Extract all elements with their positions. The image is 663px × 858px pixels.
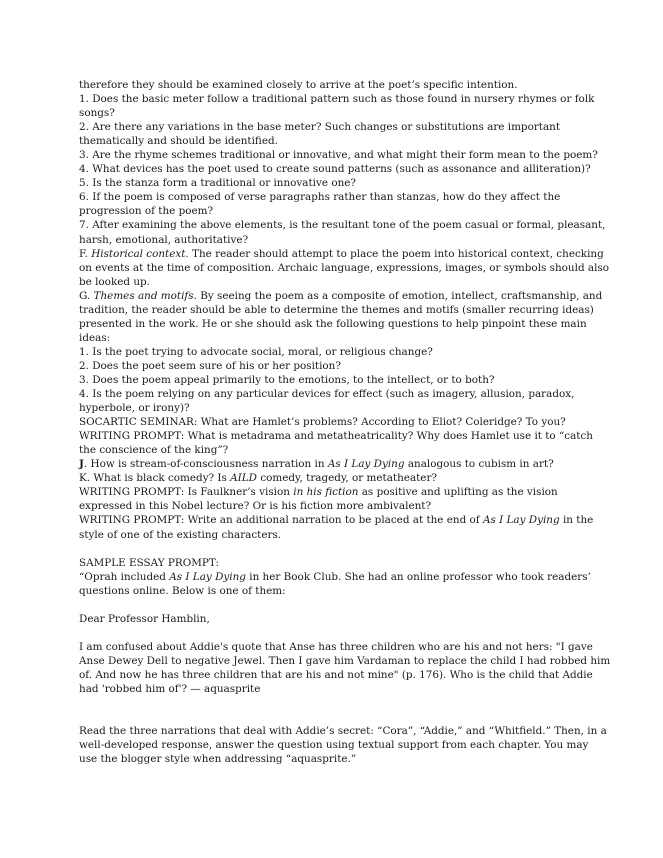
section-f-text: . The reader should attempt to place the poem into historical context, checking bbox=[185, 247, 604, 260]
text-line: tradition, the reader should be able to determine the themes and motifs (smaller recurring ideas) bbox=[79, 303, 594, 316]
writing-prompt: WRITING PROMPT: What is metadrama and metatheatricality? Why does Hamlet use it to “catch bbox=[79, 430, 593, 443]
book-abbrev: AILD bbox=[230, 472, 258, 485]
letter-line: I am confused about Addie's quote that Anse has three children who are his and not hers: "I gave bbox=[79, 640, 593, 653]
text-line: harsh, emotional, authoritative? bbox=[79, 233, 249, 246]
oprah-intro bbox=[79, 570, 591, 584]
letter-line: Anse Dewey Dell to negative Jewel. Then I gave him Vardaman to replace the child I had robbed him bbox=[79, 654, 611, 667]
text-line: be looked up. bbox=[79, 275, 150, 288]
text-line: on events at the time of composition. Archaic language, expressions, images, or symbols should also bbox=[79, 261, 610, 274]
section-g-heading bbox=[79, 289, 603, 303]
text-line: therefore they should be examined closely to arrive at the poet’s specific intention. bbox=[79, 79, 518, 91]
prompt-text: WRITING PROMPT: Is Faulkner’s vision bbox=[79, 486, 294, 499]
prompt-text-end: in the bbox=[559, 514, 594, 527]
book-title: As I Lay Dying bbox=[482, 514, 560, 527]
document-page bbox=[79, 78, 611, 766]
text-line: thematically and should be identified. bbox=[79, 135, 278, 148]
question-item: 4. What devices has the poet used to create sound patterns (such as assonance and alliteration)? bbox=[79, 163, 591, 176]
prompt-text-end: as positive and uplifting as the vision bbox=[358, 486, 558, 499]
section-g-label: G. bbox=[79, 289, 94, 302]
question-item: 6. If the poem is composed of verse paragraphs rather than stanzas, how do they affect the bbox=[79, 191, 561, 204]
text-line: the conscience of the king”? bbox=[79, 444, 229, 457]
section-f-label: F. bbox=[79, 247, 92, 260]
writing-prompt bbox=[79, 485, 579, 499]
section-f-heading bbox=[79, 247, 604, 261]
question-item: 7. After examining the above elements, is the resultant tone of the poem casual or formal, pleasant, bbox=[79, 219, 606, 232]
section-j-text: . How is stream-of-consciousness narration in bbox=[83, 458, 328, 471]
closing-line: well-developed response, answer the question using textual support from each chapter. You may bbox=[79, 738, 589, 751]
section-j bbox=[79, 457, 579, 471]
section-k bbox=[79, 471, 579, 485]
section-k-text-end: comedy, tragedy, or metatheater? bbox=[257, 472, 437, 485]
question-item: 2. Does the poet seem sure of his or her position? bbox=[79, 359, 341, 372]
question-item: 1. Does the basic meter follow a traditional pattern such as those found in nursery rhymes or folk bbox=[79, 93, 595, 106]
section-k-text: K. What is black comedy? Is bbox=[79, 472, 231, 485]
intro-text: “Oprah included bbox=[79, 570, 170, 583]
question-item: 5. Is the stanza form a traditional or innovative one? bbox=[79, 177, 356, 190]
book-title: As I Lay Dying bbox=[327, 458, 405, 471]
text-line: ideas: bbox=[79, 331, 111, 344]
letter-line: had 'robbed him of'? — aquasprite bbox=[79, 682, 261, 695]
question-item: 3. Does the poem appeal primarily to the emotions, to the intellect, or to both? bbox=[79, 373, 495, 386]
section-j-text-end: analogous to cubism in art? bbox=[404, 458, 554, 471]
question-item: 1. Is the poet trying to advocate social, moral, or religious change? bbox=[79, 345, 433, 358]
seminar-prompt: SOCARTIC SEMINAR: What are Hamlet’s problems? According to Eliot? Coleridge? To you? bbox=[79, 416, 566, 429]
closing-line: use the blogger style when addressing “aquasprite.” bbox=[79, 753, 357, 766]
text-line: presented in the work. He or she should ask the following questions to help pinpoint these main bbox=[79, 317, 587, 330]
text-line: progression of the poem? bbox=[79, 205, 214, 218]
text-line: questions online. Below is one of them: bbox=[79, 584, 286, 597]
section-g-text: . By seeing the poem as a composite of emotion, intellect, craftsmanship, and bbox=[193, 289, 603, 302]
writing-prompt bbox=[79, 513, 594, 527]
prompt-italic: in his fiction bbox=[293, 486, 359, 499]
question-item: 3. Are the rhyme schemes traditional or innovative, and what might their form mean to the poem? bbox=[79, 149, 598, 162]
letter-salutation: Dear Professor Hamblin, bbox=[79, 612, 210, 625]
section-f-title: Historical context bbox=[91, 247, 186, 260]
letter-line: of. And now he has three children that are his and not mine" (p. 176). Who is the child that Addie bbox=[79, 668, 593, 681]
sample-essay-heading: SAMPLE ESSAY PROMPT: bbox=[79, 556, 219, 569]
book-title: As I Lay Dying bbox=[169, 570, 246, 583]
text-line: expressed in this Nobel lecture? Or is his fiction more ambivalent? bbox=[79, 500, 432, 513]
prompt-text: WRITING PROMPT: Write an additional narration to be placed at the end of bbox=[79, 514, 483, 527]
text-line: style of one of the existing characters. bbox=[79, 528, 282, 541]
text-line: hyperbole, or irony)? bbox=[79, 402, 190, 415]
question-item: 2. Are there any variations in the base meter? Such changes or substitutions are important bbox=[79, 121, 561, 134]
text-line: songs? bbox=[79, 107, 115, 120]
closing-line: Read the three narrations that deal with Addie’s secret: “Cora”, “Addie,” and “Whitfield.” Then, in a bbox=[79, 724, 607, 737]
section-j-label: J bbox=[79, 458, 84, 471]
section-g-title: Themes and motifs bbox=[93, 289, 194, 302]
question-item: 4. Is the poem relying on any particular devices for effect (such as imagery, allusion, paradox, bbox=[79, 388, 575, 401]
intro-text-end: in her Book Club. She had an online professor who took readers’ bbox=[245, 570, 591, 583]
